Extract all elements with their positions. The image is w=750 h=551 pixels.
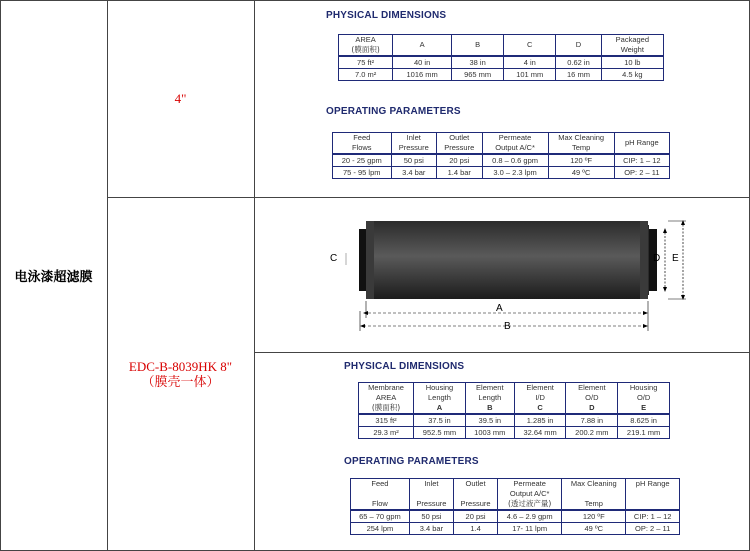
header-text: Element — [526, 383, 554, 392]
table-row — [333, 154, 670, 167]
header-text: E — [641, 403, 647, 412]
physical-dimensions-table-8in — [358, 382, 670, 439]
header-text: Flows — [351, 143, 372, 152]
operating-parameters-title-8in: OPERATING PARAMETERS — [344, 456, 479, 467]
column-header — [514, 383, 566, 415]
dimension-e-label: E — [672, 253, 679, 264]
column-header — [548, 133, 614, 155]
table-row — [333, 167, 670, 179]
housing-drawing — [328, 203, 688, 345]
header-text: Membrane — [368, 383, 404, 392]
table-cell: 50 psi — [391, 154, 437, 167]
table-row — [359, 427, 670, 439]
column-header — [359, 383, 414, 415]
header-text: Feed — [371, 479, 389, 488]
table-cell: 8.625 in — [618, 414, 670, 427]
table-cell: 3.4 bar — [391, 167, 437, 179]
table-cell: 7.0 m² — [339, 69, 393, 81]
table-cell: 65 – 70 gpm — [351, 510, 410, 523]
table-cell: 200.2 mm — [566, 427, 618, 439]
table-cell: 1.4 — [453, 523, 497, 535]
header-text: Element — [476, 383, 504, 392]
table-cell: 1016 mm — [393, 69, 452, 81]
header-text: Permeate — [498, 133, 532, 142]
header-text — [628, 499, 677, 509]
table-cell: 952.5 mm — [414, 427, 466, 439]
header-text: A — [419, 40, 425, 49]
column-header — [437, 133, 483, 155]
header-text: Length — [478, 393, 502, 402]
column-header — [414, 383, 466, 415]
header-text: AREA — [355, 35, 376, 44]
header-text: Pressure — [398, 143, 429, 152]
table-cell: 315 ft² — [359, 414, 414, 427]
operating-parameters-table-8in — [350, 478, 680, 535]
header-text: Flow — [372, 499, 388, 508]
table-cell: 75 ft² — [339, 56, 393, 69]
column-header — [556, 35, 601, 57]
header-text: I/D — [535, 393, 545, 402]
model-name-8in — [107, 198, 254, 551]
table-cell: 101 mm — [504, 69, 556, 81]
header-text: Feed — [353, 133, 371, 142]
column-header — [498, 479, 562, 511]
header-text: Element — [578, 383, 606, 392]
table-header-row — [339, 35, 664, 57]
left-collar — [366, 221, 374, 299]
table-cell: 20 psi — [453, 510, 497, 523]
table-cell: 49 ºC — [548, 167, 614, 179]
header-text: B — [475, 40, 481, 49]
table-cell: 1.4 bar — [437, 167, 483, 179]
table-cell: 40 in — [393, 56, 452, 69]
product-category: 电泳漆超滤膜 — [14, 270, 93, 285]
table-row — [351, 510, 680, 523]
header-text: C — [537, 403, 543, 412]
header-text: Temp — [571, 143, 591, 152]
left-end-cap — [359, 229, 367, 291]
dimension-b-label: B — [504, 321, 511, 332]
header-text: Pressure — [444, 143, 475, 152]
header-text: Length — [428, 393, 451, 402]
right-collar — [640, 221, 648, 299]
table-cell: 4 in — [504, 56, 556, 69]
header-text: O/D — [585, 393, 599, 402]
physical-dimensions-table — [338, 34, 664, 81]
header-text: Pressure — [416, 499, 447, 508]
header-text: Max Cleaning — [570, 479, 617, 488]
table-cell: 120 ºF — [548, 154, 614, 167]
header-text: Housing — [629, 383, 658, 392]
header-text: D — [575, 40, 582, 49]
column-header — [618, 383, 670, 415]
column-header — [614, 133, 669, 155]
header-text: Inlet — [406, 133, 421, 142]
table-cell: 17- 11 lpm — [498, 523, 562, 535]
header-text: (透过液产量) — [507, 499, 552, 508]
table-cell: 75 - 95 lpm — [333, 167, 392, 179]
dimension-a-label: A — [496, 303, 503, 314]
header-text — [412, 489, 451, 499]
table-cell: 37.5 in — [414, 414, 466, 427]
table-cell: 20 psi — [437, 154, 483, 167]
header-text: pH Range — [635, 479, 670, 488]
header-text: (膜面积) — [351, 45, 380, 54]
operating-parameters-table — [332, 132, 670, 179]
table-row — [359, 414, 670, 427]
housing-body — [373, 221, 643, 299]
table-cell: 120 ºF — [562, 510, 626, 523]
dimension-d-label: D — [653, 253, 661, 264]
table-cell: 254 lpm — [351, 523, 410, 535]
column-header — [333, 133, 392, 155]
header-text: B — [487, 403, 493, 412]
column-header — [601, 35, 663, 57]
column-header — [562, 479, 626, 511]
table-row — [339, 56, 664, 69]
header-text: AREA — [375, 393, 397, 402]
column-header — [482, 133, 548, 155]
model-name-4in: 4" — [174, 91, 187, 106]
column-header — [504, 35, 556, 57]
header-text: Inlet — [424, 479, 439, 488]
table-cell: OP: 2 – 11 — [614, 167, 669, 179]
header-text: C — [527, 40, 533, 49]
header-text: Max Cleaning — [558, 133, 605, 142]
model-note: （膜壳一体） — [141, 374, 220, 390]
header-text: pH Range — [624, 138, 659, 147]
model-code: EDC-B-8039HK 8" — [128, 358, 233, 374]
table-cell: CIP: 1 – 12 — [614, 154, 669, 167]
table-header-row — [359, 383, 670, 415]
header-text: (膜面积) — [371, 403, 401, 412]
table-cell: 20 - 25 gpm — [333, 154, 392, 167]
column-header — [452, 35, 504, 57]
table-cell: 4.6 – 2.9 gpm — [498, 510, 562, 523]
header-text — [456, 489, 495, 499]
header-text: Output A/C* — [509, 489, 550, 498]
membrane-housing-diagram — [328, 203, 688, 345]
table-cell: 49 ºC — [562, 523, 626, 535]
column-header — [453, 479, 497, 511]
header-text: Temp — [584, 499, 603, 508]
table-cell: 7.88 in — [566, 414, 618, 427]
header-text — [353, 489, 407, 499]
table-cell: CIP: 1 – 12 — [626, 510, 680, 523]
header-text: Permeate — [513, 479, 546, 488]
header-text: Weight — [620, 45, 644, 54]
table-header-row — [351, 479, 680, 511]
dimension-c-label: C — [330, 253, 338, 264]
table-cell: 3.0 – 2.3 lpm — [482, 167, 548, 179]
table-cell: 0.62 in — [556, 56, 601, 69]
operating-parameters-title: OPERATING PARAMETERS — [326, 106, 461, 117]
header-text: Pressure — [460, 499, 491, 508]
table-cell: 0.8 – 0.6 gpm — [482, 154, 548, 167]
column-header — [339, 35, 393, 57]
table-cell: 32.64 mm — [514, 427, 566, 439]
table-cell: OP: 2 – 11 — [626, 523, 680, 535]
row-divider — [254, 352, 750, 353]
table-cell: 38 in — [452, 56, 504, 69]
header-text: Housing — [425, 383, 454, 392]
header-text: A — [436, 403, 443, 412]
physical-dimensions-title-8in: PHYSICAL DIMENSIONS — [344, 361, 465, 372]
column-header — [465, 383, 514, 415]
column-divider — [254, 0, 255, 551]
table-header-row — [333, 133, 670, 155]
table-cell: 29.3 m² — [359, 427, 414, 439]
table-cell: 3.4 bar — [409, 523, 453, 535]
physical-dimensions-title: PHYSICAL DIMENSIONS — [326, 10, 447, 21]
column-header — [391, 133, 437, 155]
header-text: D — [589, 403, 595, 412]
header-text — [564, 489, 623, 499]
column-header — [393, 35, 452, 57]
table-cell: 219.1 mm — [618, 427, 670, 439]
column-header — [626, 479, 680, 511]
header-text: Outlet — [449, 133, 470, 142]
table-row — [339, 69, 664, 81]
table-cell: 10 lb — [601, 56, 663, 69]
header-text: Packaged — [615, 35, 649, 44]
table-row — [351, 523, 680, 535]
table-cell: 39.5 in — [465, 414, 514, 427]
table-cell: 4.5 kg — [601, 69, 663, 81]
table-cell: 50 psi — [409, 510, 453, 523]
column-header — [351, 479, 410, 511]
table-cell: 16 mm — [556, 69, 601, 81]
header-text: O/D — [636, 393, 651, 402]
header-text: Outlet — [465, 479, 486, 488]
table-cell: 1.285 in — [514, 414, 566, 427]
header-text — [628, 489, 677, 499]
column-header — [409, 479, 453, 511]
table-cell: 965 mm — [452, 69, 504, 81]
table-cell: 1003 mm — [465, 427, 514, 439]
column-header — [566, 383, 618, 415]
header-text: Output A/C* — [495, 143, 535, 152]
